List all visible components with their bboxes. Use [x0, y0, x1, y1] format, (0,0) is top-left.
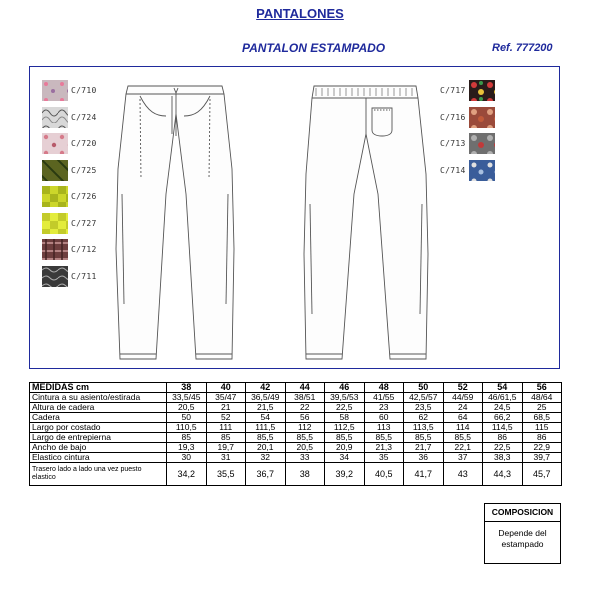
- product-name: PANTALON ESTAMPADO: [242, 41, 386, 55]
- measurement-value: 38,3: [483, 453, 523, 463]
- measurement-value: 48/64: [522, 393, 562, 403]
- measurements-table: [29, 382, 562, 486]
- measurement-value: 22,5: [325, 403, 365, 413]
- swatch-code: C/710: [71, 86, 97, 95]
- table-header-row: [30, 383, 562, 393]
- measurement-value: 36,7: [246, 463, 286, 486]
- measurement-value: 86: [522, 433, 562, 443]
- fabric-swatch: [42, 133, 68, 154]
- measurement-value: 22,5: [483, 443, 523, 453]
- measurement-label: Cintura a su asiento/estirada: [30, 393, 167, 403]
- measurement-value: 33,5/45: [167, 393, 207, 403]
- measurement-value: 41/55: [364, 393, 404, 403]
- measurement-value: 23,5: [404, 403, 444, 413]
- measurement-value: 37: [443, 453, 483, 463]
- size-header: 54: [483, 383, 523, 393]
- measurement-value: 112: [285, 423, 325, 433]
- measurement-value: 60: [364, 413, 404, 423]
- swatch-code: C/714: [440, 165, 466, 175]
- fabric-swatch: [42, 266, 68, 287]
- measurement-value: 66,2: [483, 413, 523, 423]
- measurement-label: Largo por costado: [30, 423, 167, 433]
- fabric-swatch: [42, 107, 68, 128]
- measurement-value: 35,5: [206, 463, 246, 486]
- measurement-value: 62: [404, 413, 444, 423]
- measurement-value: 86: [483, 433, 523, 443]
- measurement-value: 42,5/57: [404, 393, 444, 403]
- measurement-value: 43: [443, 463, 483, 486]
- measurement-value: 20,9: [325, 443, 365, 453]
- measurement-value: 44/59: [443, 393, 483, 403]
- measurement-value: 33: [285, 453, 325, 463]
- measurement-value: 20,1: [246, 443, 286, 453]
- swatch-code: C/725: [71, 165, 97, 175]
- size-header: 38: [167, 383, 207, 393]
- measurement-value: 85: [167, 433, 207, 443]
- measurement-value: 21,7: [404, 443, 444, 453]
- measurement-value: 20,5: [167, 403, 207, 413]
- swatch-code: C/713: [440, 139, 466, 148]
- measurement-value: 39,7: [522, 453, 562, 463]
- measurement-value: 113,5: [404, 423, 444, 433]
- measurement-value: 113: [364, 423, 404, 433]
- trousers-back-drawing: [292, 74, 442, 366]
- measurement-value: 111,5: [246, 423, 286, 433]
- measurement-value: 36: [404, 453, 444, 463]
- swatch-code: C/727: [71, 218, 97, 228]
- composition-title: COMPOSICION: [484, 503, 561, 522]
- size-header: 48: [364, 383, 404, 393]
- table-row: [30, 403, 562, 413]
- fabric-swatch: [42, 186, 68, 207]
- fabric-swatch: [42, 80, 68, 101]
- measurement-value: 41,7: [404, 463, 444, 486]
- table-row: [30, 463, 562, 486]
- table-header-label: MEDIDAS cm: [30, 383, 167, 393]
- measurement-value: 30: [167, 453, 207, 463]
- fabric-swatch: [42, 213, 68, 234]
- measurement-value: 45,7: [522, 463, 562, 486]
- measurement-label: Ancho de bajo: [30, 443, 167, 453]
- fabric-swatch: [469, 80, 495, 101]
- measurement-value: 36,5/49: [246, 393, 286, 403]
- measurement-value: 50: [167, 413, 207, 423]
- measurement-value: 21: [206, 403, 246, 413]
- fabric-swatch: [469, 107, 495, 128]
- fabric-swatch: [42, 160, 68, 181]
- measurement-value: 85,5: [285, 433, 325, 443]
- measurement-value: 22: [285, 403, 325, 413]
- measurement-value: 85: [206, 433, 246, 443]
- measurement-value: 110,5: [167, 423, 207, 433]
- swatch-code: C/720: [71, 139, 97, 148]
- swatch-code: C/724: [71, 112, 97, 122]
- page-title: PANTALONES: [256, 6, 344, 21]
- measurement-value: 34: [325, 453, 365, 463]
- swatch-code: C/717: [440, 86, 466, 95]
- swatch-code: C/711: [71, 271, 97, 281]
- measurement-value: 22,1: [443, 443, 483, 453]
- measurement-value: 22,9: [522, 443, 562, 453]
- measurement-value: 85,5: [443, 433, 483, 443]
- trousers-front-drawing: [100, 74, 250, 366]
- measurement-value: 85,5: [364, 433, 404, 443]
- swatch-code: C/716: [440, 112, 466, 122]
- measurement-value: 23: [364, 403, 404, 413]
- product-reference: Ref. 777200: [492, 42, 553, 54]
- measurement-value: 24,5: [483, 403, 523, 413]
- size-header: 56: [522, 383, 562, 393]
- measurement-value: 44,3: [483, 463, 523, 486]
- measurement-value: 34,2: [167, 463, 207, 486]
- measurement-value: 20,5: [285, 443, 325, 453]
- measurement-value: 58: [325, 413, 365, 423]
- size-header: 52: [443, 383, 483, 393]
- measurement-value: 68,5: [522, 413, 562, 423]
- measurement-label: Altura de cadera: [30, 403, 167, 413]
- measurement-value: 25: [522, 403, 562, 413]
- measurement-value: 40,5: [364, 463, 404, 486]
- measurement-value: 114,5: [483, 423, 523, 433]
- measurement-value: 56: [285, 413, 325, 423]
- measurement-value: 64: [443, 413, 483, 423]
- measurement-value: 54: [246, 413, 286, 423]
- composition-text: Depende del estampado: [484, 522, 561, 564]
- fabric-swatch: [469, 160, 495, 181]
- measurement-value: 35/47: [206, 393, 246, 403]
- measurement-value: 114: [443, 423, 483, 433]
- measurement-value: 85,5: [404, 433, 444, 443]
- measurement-value: 24: [443, 403, 483, 413]
- measurement-label: Cadera: [30, 413, 167, 423]
- measurement-value: 85,5: [246, 433, 286, 443]
- size-header: 44: [285, 383, 325, 393]
- measurement-value: 19,3: [167, 443, 207, 453]
- table-row: [30, 423, 562, 433]
- fabric-swatch: [469, 133, 495, 154]
- measurement-label: Trasero lado a lado una vez puesto elastico: [30, 463, 167, 486]
- measurement-value: 46/61,5: [483, 393, 523, 403]
- measurement-value: 35: [364, 453, 404, 463]
- table-row: [30, 393, 562, 403]
- measurement-value: 52: [206, 413, 246, 423]
- measurement-label: Largo de entrepierna: [30, 433, 167, 443]
- swatch-code: C/726: [71, 192, 97, 201]
- measurement-value: 31: [206, 453, 246, 463]
- fabric-swatch: [42, 239, 68, 260]
- measurement-value: 38/51: [285, 393, 325, 403]
- size-header: 42: [246, 383, 286, 393]
- size-header: 46: [325, 383, 365, 393]
- size-header: 50: [404, 383, 444, 393]
- measurement-value: 19,7: [206, 443, 246, 453]
- swatch-code: C/712: [71, 245, 97, 254]
- measurement-value: 21,5: [246, 403, 286, 413]
- table-row: [30, 433, 562, 443]
- measurement-value: 39,5/53: [325, 393, 365, 403]
- measurement-value: 21,3: [364, 443, 404, 453]
- measurement-value: 38: [285, 463, 325, 486]
- table-row: [30, 453, 562, 463]
- measurement-label: Elastico cintura: [30, 453, 167, 463]
- measurement-value: 112,5: [325, 423, 365, 433]
- size-header: 40: [206, 383, 246, 393]
- table-row: [30, 443, 562, 453]
- table-row: [30, 413, 562, 423]
- measurement-value: 85,5: [325, 433, 365, 443]
- measurement-value: 111: [206, 423, 246, 433]
- measurement-value: 32: [246, 453, 286, 463]
- measurement-value: 115: [522, 423, 562, 433]
- measurement-value: 39,2: [325, 463, 365, 486]
